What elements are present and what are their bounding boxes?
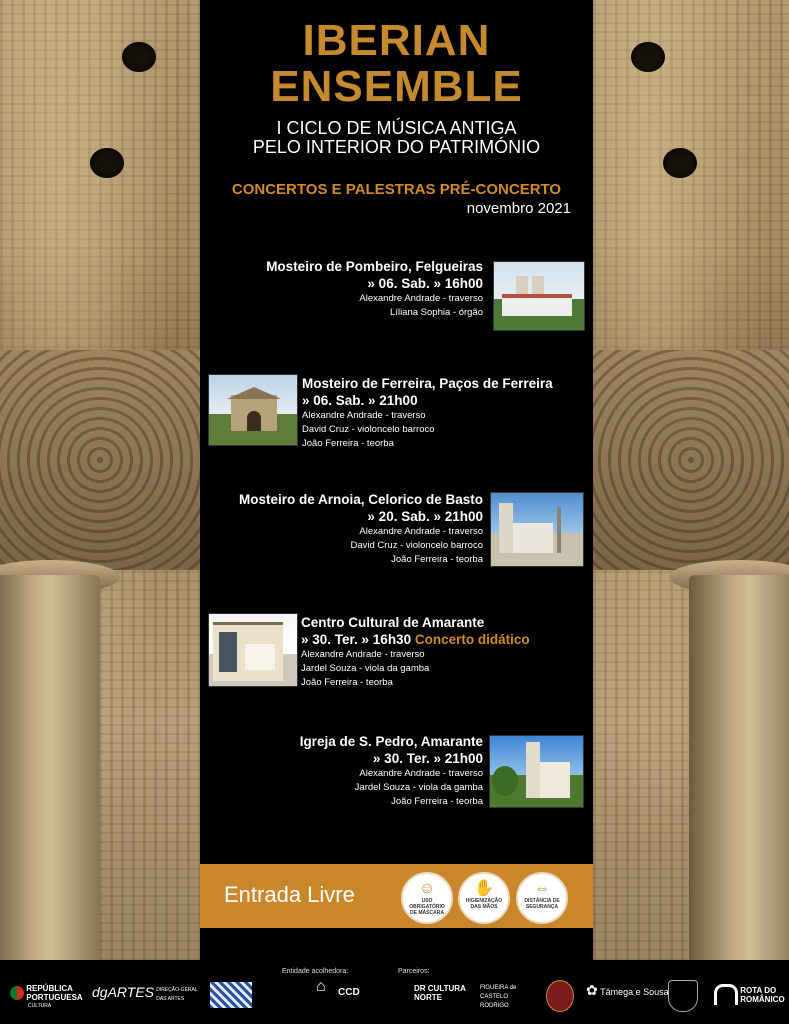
didactic-concert-label: Concerto didático bbox=[414, 632, 530, 647]
flower-icon: ✿ bbox=[586, 982, 598, 998]
event-1 bbox=[266, 258, 483, 320]
event-venue: Mosteiro de Pombeiro, Felgueiras bbox=[266, 259, 483, 274]
event-3 bbox=[239, 491, 483, 567]
event-date: novembro 2021 bbox=[466, 200, 571, 217]
ccd-logo: CCD bbox=[338, 987, 360, 998]
event-when: » 06. Sab. » 21h00 bbox=[302, 393, 418, 408]
performer: David Cruz - violoncelo barroco bbox=[302, 424, 435, 435]
unesco-icon: ⌂ bbox=[316, 978, 326, 995]
free-entry-label: Entrada Livre bbox=[224, 882, 355, 907]
performer: Alexandre Andrade - traverso bbox=[302, 410, 426, 421]
event-2 bbox=[302, 375, 553, 451]
arch-icon bbox=[714, 984, 738, 1005]
amarante-cultural-center-photo bbox=[208, 613, 298, 687]
flag-icon bbox=[10, 986, 24, 1000]
event-when: » 30. Ter. » 21h00 bbox=[372, 751, 483, 766]
performer: Alexandre Andrade - traverso bbox=[301, 649, 425, 660]
performer: João Ferreira - teorba bbox=[391, 554, 483, 565]
performer: João Ferreira - teorba bbox=[302, 438, 394, 449]
pombeiro-monastery-photo bbox=[493, 261, 585, 331]
dr-cultura-norte-logo: DR CULTURA NORTE bbox=[414, 984, 466, 1002]
subtitle-line-2: PELO INTERIOR DO PATRIMÓNIO bbox=[252, 137, 541, 157]
hand-hygiene-badge: ✋ HIGIENIZAÇÃO DAS MÃOS bbox=[458, 872, 510, 924]
performer: Alexandre Andrade - traverso bbox=[359, 526, 483, 537]
distance-icon: ⇔ bbox=[534, 880, 550, 897]
right-stone-column-image bbox=[593, 0, 789, 960]
program-panel bbox=[200, 0, 593, 960]
event-when: » 06. Sab. » 16h00 bbox=[367, 276, 483, 291]
performer: Jardel Souza - viola da gamba bbox=[301, 663, 430, 674]
sponsors-footer bbox=[0, 960, 789, 1024]
event-venue: Igreja de S. Pedro, Amarante bbox=[299, 734, 483, 749]
mask-required-badge: ☺ USO OBRIGATÓRIO DE MÁSCARA bbox=[401, 872, 453, 924]
sao-pedro-church-photo bbox=[489, 735, 584, 808]
subtitle-line-1: I CICLO DE MÚSICA ANTIGA bbox=[276, 118, 517, 138]
title-line-1: IBERIAN bbox=[302, 16, 491, 65]
title-line-2: ENSEMBLE bbox=[270, 62, 523, 111]
performer: Líliana Sophia - órgão bbox=[390, 307, 483, 318]
performer: David Cruz - violoncelo barroco bbox=[350, 540, 483, 551]
republica-portuguesa-logo: REPÚBLICA PORTUGUESA CULTURA bbox=[10, 984, 81, 1011]
dgartes-logo: dgARTES DIREÇÃO-GERAL DAS ARTES bbox=[92, 984, 198, 1002]
rota-romanico-logo: ROTA DO ROMÂNICO bbox=[714, 984, 786, 1005]
event-when: » 30. Ter. » 16h30 bbox=[301, 632, 412, 647]
event-5 bbox=[300, 733, 483, 809]
event-venue: Centro Cultural de Amarante bbox=[301, 615, 485, 630]
event-when: » 20. Sab. » 21h00 bbox=[367, 509, 483, 524]
left-stone-column-image bbox=[0, 0, 200, 960]
performer: Alexandre Andrade - traverso bbox=[359, 293, 483, 304]
arnoia-monastery-photo bbox=[490, 492, 584, 567]
mask-icon: ☺ bbox=[418, 880, 436, 897]
azulejo-logo bbox=[210, 982, 252, 1008]
performer: Jardel Souza - viola da gamba bbox=[354, 782, 483, 793]
performer: João Ferreira - teorba bbox=[301, 677, 393, 688]
safe-distance-badge: ⇔ DISTÂNCIA DE SEGURANÇA bbox=[516, 872, 568, 924]
concerts-heading: CONCERTOS E PALESTRAS PRÉ-CONCERTO bbox=[231, 181, 562, 198]
partners-label: Parceiros: bbox=[398, 968, 430, 975]
figueira-castelo-rodrigo-logo: FIGUEIRA de CASTELO RODRIGO bbox=[480, 985, 517, 1009]
host-entity-label: Entidade acolhedora: bbox=[282, 968, 349, 975]
ferreira-monastery-photo bbox=[208, 374, 298, 446]
hands-icon: ✋ bbox=[474, 880, 494, 897]
event-venue: Mosteiro de Ferreira, Paços de Ferreira bbox=[302, 376, 553, 391]
performer: João Ferreira - teorba bbox=[391, 796, 483, 807]
free-entry-banner bbox=[200, 864, 593, 928]
tamega-sousa-logo: ✿ Tâmega e Sousa bbox=[586, 982, 669, 998]
heraldic-shield-icon bbox=[668, 980, 698, 1012]
event-4 bbox=[301, 614, 530, 690]
event-venue: Mosteiro de Arnoia, Celorico de Basto bbox=[238, 492, 483, 507]
performer: Alexandre Andrade - traverso bbox=[359, 768, 483, 779]
municipal-crest-icon bbox=[546, 980, 574, 1012]
